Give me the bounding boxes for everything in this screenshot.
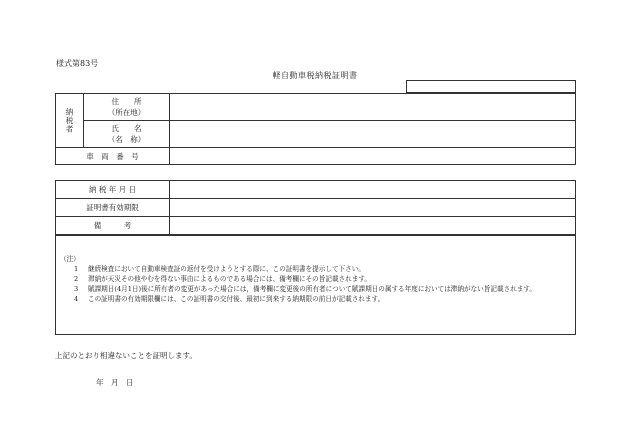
notes-box xyxy=(55,235,576,335)
address-label: 住 所 xyxy=(111,97,142,106)
certification-statement: 上記のとおり相違ないことを証明します。 xyxy=(55,351,197,360)
address-label-cell xyxy=(84,94,170,121)
name-sublabel: （名 称） xyxy=(107,135,146,144)
note-text: この証明書の有効期限欄には、この証明書の交付後、最初に到来する納期限の前日が記載されます。 xyxy=(88,295,385,303)
vehicle-number-value-cell[interactable] xyxy=(170,148,576,165)
taxpayer-group-cell xyxy=(56,94,84,148)
notes-heading: （注） xyxy=(60,255,80,263)
note-item xyxy=(74,264,567,274)
form-number: 様式第83号 xyxy=(56,59,99,68)
note-text: 賦課期日(4月1日)後に所有者の変更があった場合には，備考欄に変更後の所有者について賦課期日の属する年度においては滞納がない旨記載されます。 xyxy=(88,285,536,293)
note-text: 滞納が天災その他やむを得ない事由によるものである場合には、備考欄にその旨記載されます。 xyxy=(88,275,372,283)
note-number: 3 xyxy=(74,285,79,293)
note-item xyxy=(74,284,567,294)
notes-list xyxy=(74,264,567,304)
address-sublabel: （所在地） xyxy=(107,108,146,117)
note-number: 1 xyxy=(74,265,79,273)
certificate-number-box xyxy=(406,80,576,93)
validity-value-cell[interactable] xyxy=(170,199,576,217)
note-item xyxy=(74,274,567,284)
vehicle-number-label: 車 両 番 号 xyxy=(56,148,170,165)
date-line: 年 月 日 xyxy=(96,378,134,387)
note-text: 継続検査において自動車検査証の返付を受けようとする際に、この証明書を提示して下さい。 xyxy=(88,265,365,273)
name-label-cell xyxy=(84,121,170,148)
taxpayer-table xyxy=(55,93,576,165)
address-value-cell[interactable] xyxy=(170,94,576,121)
payment-date-label: 納 税 年 月 日 xyxy=(56,181,170,199)
remarks-value-cell[interactable] xyxy=(170,217,576,235)
note-number: 4 xyxy=(74,295,79,303)
name-value-cell[interactable] xyxy=(170,121,576,148)
name-label: 氏 名 xyxy=(111,124,142,133)
note-item xyxy=(74,294,567,304)
validity-label: 証明書有効期限 xyxy=(56,199,170,217)
remarks-label: 備 考 xyxy=(56,217,170,235)
note-number: 2 xyxy=(74,275,79,283)
document-title: 軽自動車税納税証明書 xyxy=(272,71,358,80)
payment-date-value-cell[interactable] xyxy=(170,181,576,199)
details-table xyxy=(55,180,576,235)
taxpayer-group-label: 納税者 xyxy=(65,107,74,134)
